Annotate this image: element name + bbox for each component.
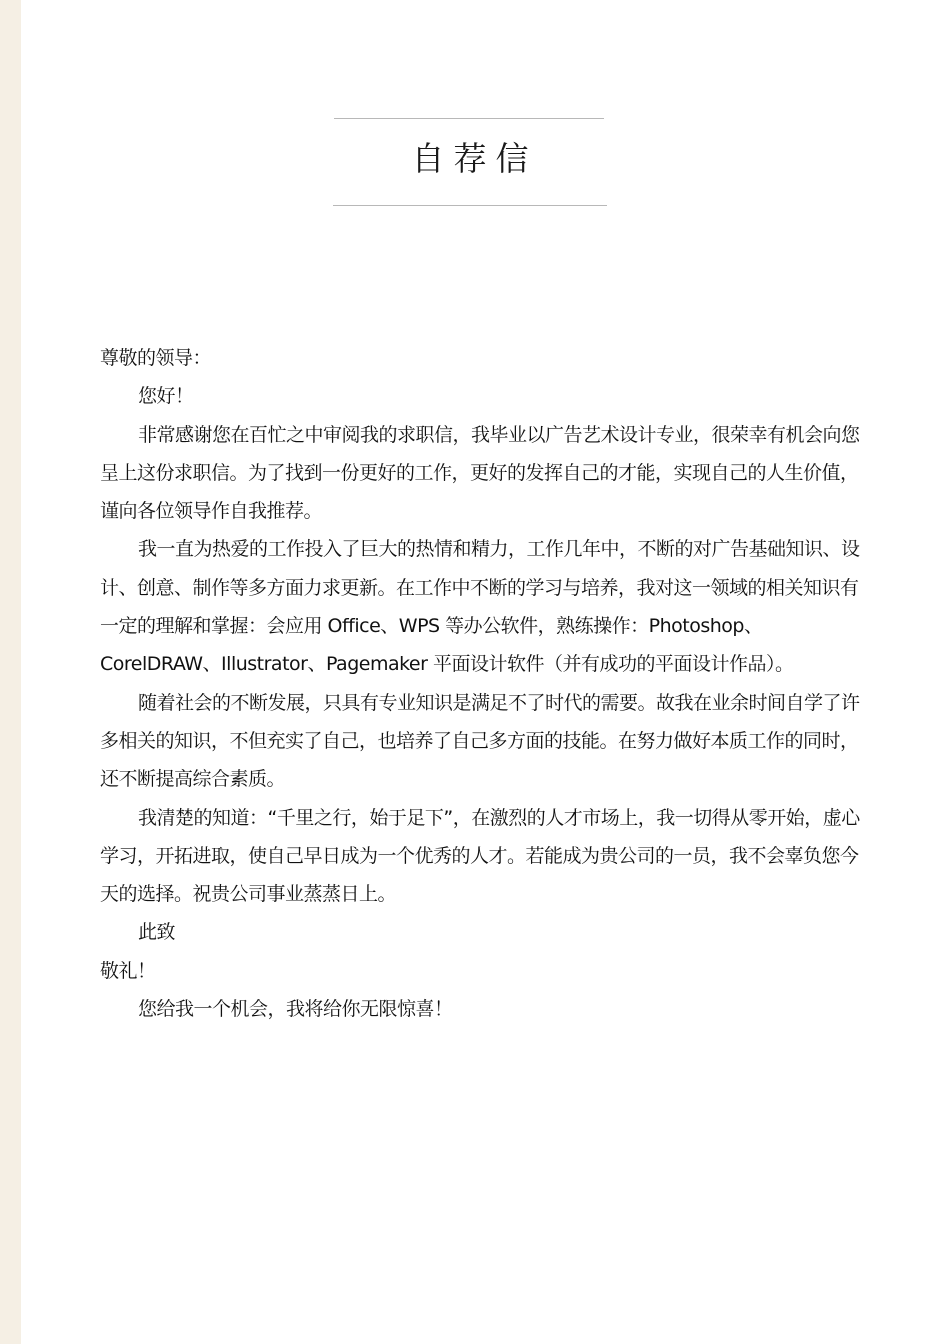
closing-line-1: 此致 [138,921,176,944]
letter-body [100,339,870,1028]
salutation: 尊敬的领导： [100,347,212,369]
closing-line-2: 敬礼！ [100,959,156,982]
page-title: 自荐信 [411,139,538,178]
greeting: 您好！ [138,385,194,408]
paragraph-intro: 非常感谢您在百忙之中审阅我的求职信，我毕业以广告艺术设计专业，很荣幸有机会向您呈上这份求职信。为了找到一份更好的工作，更好的发挥自己的才能，实现自己的人生价值，谨向各位领导作自我推荐。 [100,423,860,523]
final-line: 您给我一个机会，我将给你无限惊喜！ [138,998,453,1021]
page-side-strip [0,0,21,1344]
paragraph-experience: 我一直为热爱的工作投入了巨大的热情和精力，工作几年中，不断的对广告基础知识、设计、创意、制作等多方面力求更新。在工作中不断的学习与培养，我对这一领域的相关知识有一定的理解和掌握：会应用 Office、WPS 等办公软件，熟练操作：Photoshop、CorelDRAW、Illustrator、Pagemaker 平面设计软件（并有成功的平面设计作品）。 [100,538,860,676]
title-bottom-rule [333,205,607,206]
paragraph-commitment: 我清楚的知道：“千里之行，始于足下”，在激烈的人才市场上，我一切得从零开始，虚心学习，开拓进取，使自己早日成为一个优秀的人才。若能成为贵公司的一员，我不会辜负您今天的选择。祝贵公司事业蒸蒸日上。 [100,806,860,906]
title-top-rule [334,118,604,119]
paragraph-self-study: 随着社会的不断发展，只具有专业知识是满足不了时代的需要。故我在业余时间自学了许多相关的知识，不但充实了自己，也培养了自己多方面的技能。在努力做好本质工作的同时，还不断提高综合素质。 [100,691,860,791]
